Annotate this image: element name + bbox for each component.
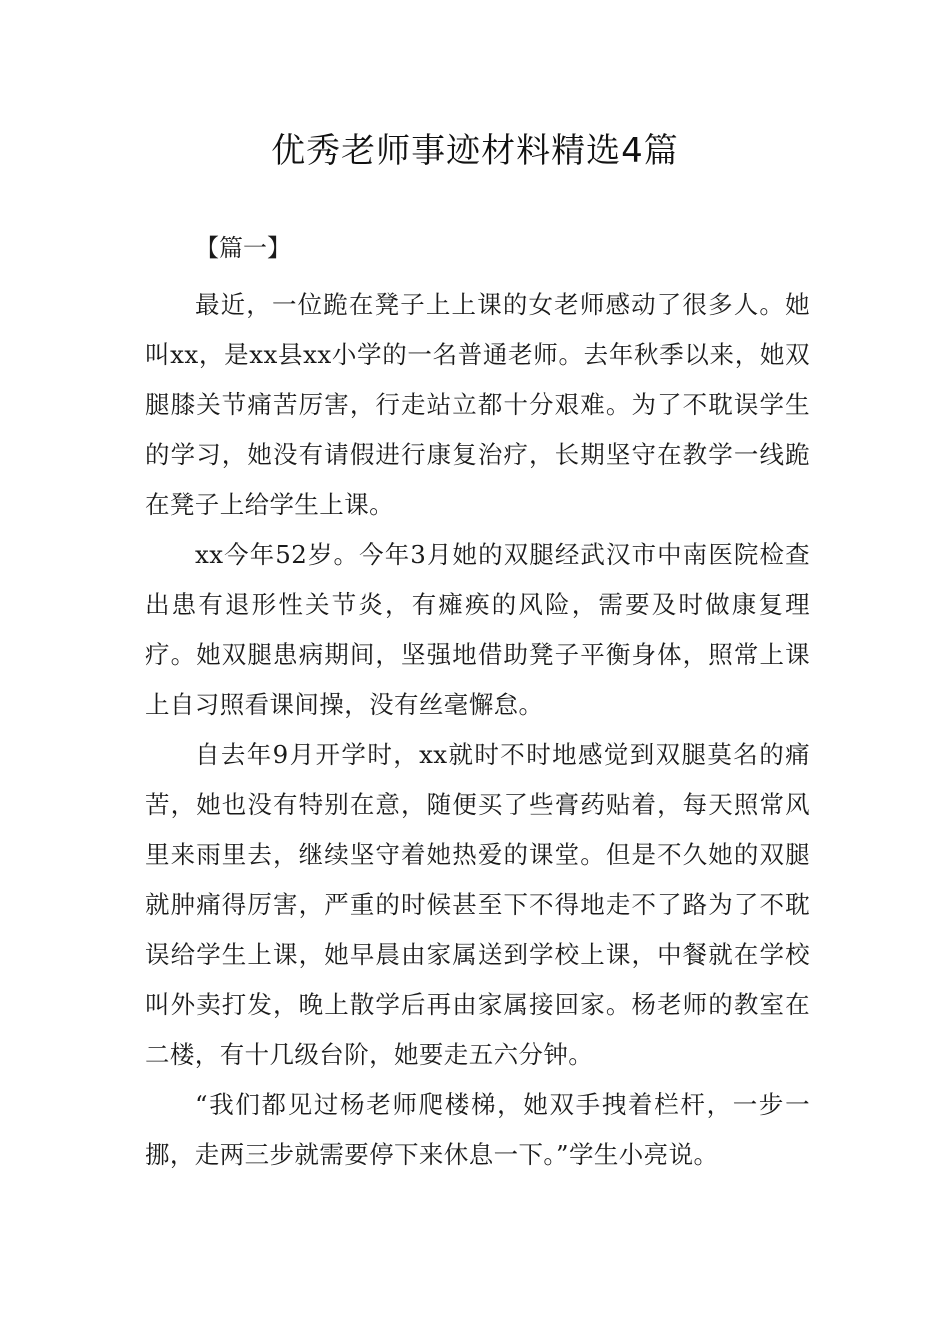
section-label: 【篇一】 xyxy=(195,234,291,262)
paragraph-4: “我们都见过杨老师爬楼梯，她双手拽着栏杆，一步一挪，走两三步就需要停下来休息一下。”学生小亮说。 xyxy=(145,1090,810,1169)
document-body xyxy=(145,280,810,1180)
paragraph-1: 最近，一位跪在凳子上上课的女老师感动了很多人。她叫xx，是xx县xx小学的一名普通老师。去年秋季以来，她双腿膝关节痛苦厉害，行走站立都十分艰难。为了不耽误学生的学习，她没有请假进行康复治疗，长期坚守在教学一线跪在凳子上给学生上课。 xyxy=(145,290,810,519)
paragraph-2: xx今年52岁。今年3月她的双腿经武汉市中南医院检查出患有退形性关节炎，有瘫痪的风险，需要及时做康复理疗。她双腿患病期间，坚强地借助凳子平衡身体，照常上课上自习照看课间操，没有丝毫懈怠。 xyxy=(145,540,810,719)
document-title: 优秀老师事迹材料精选4篇 xyxy=(271,131,679,171)
paragraph-3: 自去年9月开学时，xx就时不时地感觉到双腿莫名的痛苦，她也没有特别在意，随便买了些膏药贴着，每天照常风里来雨里去，继续坚守着她热爱的课堂。但是不久她的双腿就肿痛得厉害，严重的时候甚至下不得地走不了路为了不耽误给学生上课，她早晨由家属送到学校上课，中餐就在学校叫外卖打发，晚上散学后再由家属接回家。杨老师的教室在二楼，有十几级台阶，她要走五六分钟。 xyxy=(145,740,810,1069)
